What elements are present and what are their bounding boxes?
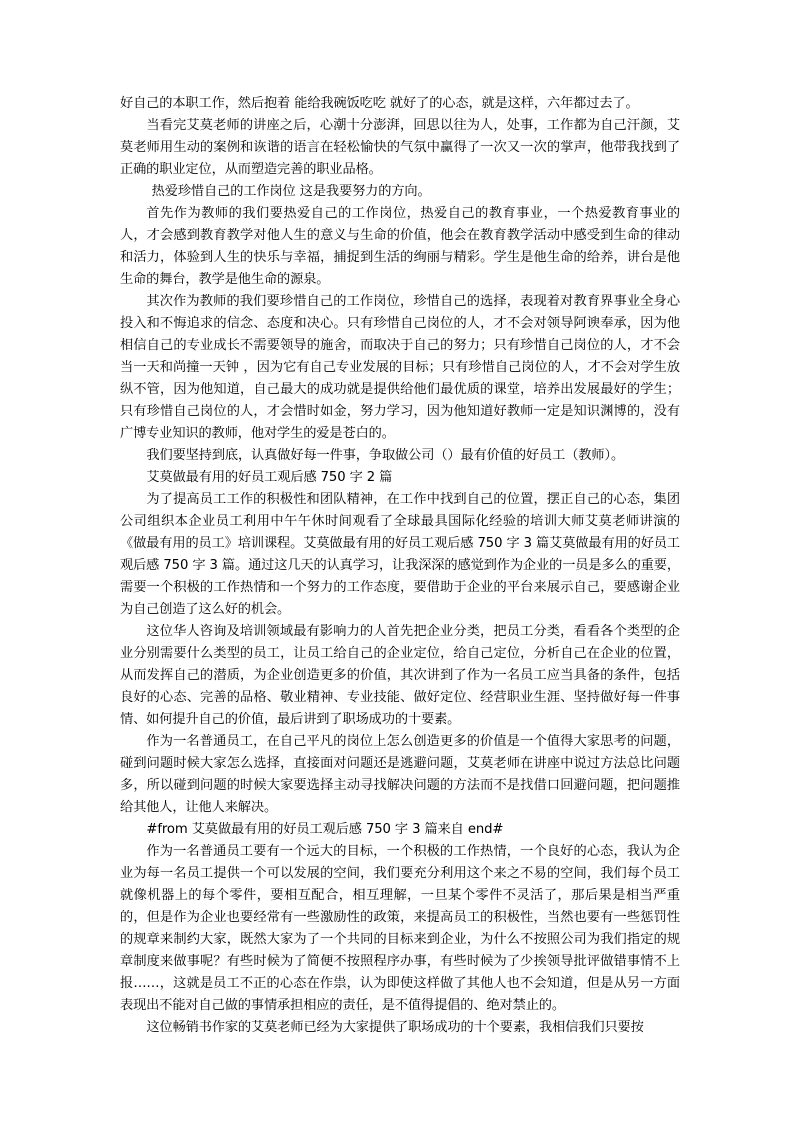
- paragraph-10: 作为一名普通员工，在自己平凡的岗位上怎么创造更多的价值是一个值得大家思考的问题，碰到问题时候大家怎么选择，直接面对问题还是逃避问题，艾莫老师在讲座中说过方法总比问题多，所以碰到问题的时候大家要选择主动寻找解决问题的方法而不是找借口回避问题，把问题推给其他人，让他人来解决。: [120, 734, 680, 815]
- article-title: 艾莫做最有用的好员工观后感 750 字 2 篇: [146, 470, 393, 485]
- paragraph-13: 这位畅销书作家的艾莫老师已经为大家提供了职场成功的十个要素，我相信我们只要按: [146, 1020, 644, 1035]
- document-page: [120, 93, 680, 1039]
- paragraph-4: 首先作为教师的我们要热爱自己的工作岗位，热爱自己的教育事业，一个热爱教育事业的人，才会感到教育教学对他人生的意义与生命的价值，他会在教育教学活动中感受到生命的律动和活力，体验到人生的快乐与幸福，捕捉到生活的绚丽与精彩。学生是他生命的给养，讲台是他生命的舞台，教学是他生命的源泉。: [120, 206, 680, 287]
- paragraph-8: 为了提高员工工作的积极性和团队精神，在工作中找到自己的位置，摆正自己的心态，集团公司组织本企业员工利用中午午休时间观看了全球最具国际化经验的培训大师艾莫老师讲演的《做最有用的员工》培训课程。艾莫做最有用的好员工观后感 750 字 3 篇艾莫做最有用的好员工观后感 750 字 3 篇。通过这几天的认真学习，让我深深的感觉到作为企业的一员是多么的重要，需要一个积极的工作热情和一个努力的工作态度，要借助于企业的平台来展示自己，要感谢企业为自己创造了这么好的机会。: [120, 492, 680, 617]
- paragraph-9: 这位华人咨询及培训领域最有影响力的人首先把企业分类，把员工分类，看看各个类型的企业分别需要什么类型的员工，让员工给自己的企业定位，给自己定位，分析自己在企业的位置，从而发挥自己的潜质，为企业创造更多的价值，其次讲到了作为一名员工应当具备的条件，包括良好的心态、完善的品格、敬业精神、专业技能、做好定位、经营职业生涯、坚持做好每一件事情、如何提升自己的价值，最后讲到了职场成功的十要素。: [120, 624, 680, 727]
- paragraph-2: 当看完艾莫老师的讲座之后，心潮十分澎湃，回思以往为人，处事，工作都为自己汗颜，艾莫老师用生动的案例和诙谐的语言在轻松愉快的气氛中赢得了一次又一次的掌声，他带我找到了正确的职业定位，从而塑造完善的职业品格。: [120, 118, 680, 177]
- source-marker: #from 艾莫做最有用的好员工观后感 750 字 3 篇来自 end#: [146, 822, 504, 837]
- paragraph-5: 其次作为教师的我们要珍惜自己的工作岗位，珍惜自己的选择，表现着对教育界事业全身心投入和不悔追求的信念、态度和决心。只有珍惜自己岗位的人，才不会对领导阿谀奉承，因为他相信自己的专业成长不需要领导的施舍，而取决于自己的努力；只有珍惜自己岗位的人，才不会 当一天和尚撞一天钟 ，因为它有自己专业发展的目标；只有珍惜自己岗位的人，才不会对学生放纵不管，因为他知道，自己最大的成功就是提供给他们最优质的课堂，培养出发展最好的学生；只有珍惜自己岗位的人，才会惜时如金，努力学习，因为他知道好教师一定是知识渊博的，没有广博专业知识的教师，他对学生的爱是苍白的。: [120, 294, 680, 441]
- section-heading: 热爱珍惜自己的工作岗位 这是我要努力的方向。: [151, 184, 431, 199]
- paragraph-12: 作为一名普通员工要有一个远大的目标，一个积极的工作热情，一个良好的心态，我认为企业为每一名员工提供一个可以发展的空间，我们要充分利用这个来之不易的空间，我们每个员工就像机器上的每个零件，要相互配合，相互理解，一旦某个零件不灵活了，那后果是相当严重的，但是作为企业也要经常有一些激励性的政策，来提高员工的积极性，当然也要有一些惩罚性的规章来制约大家，既然大家为了一个共同的目标来到企业，为什么不按照公司为我们指定的规章制度来做事呢？有些时候为了简便不按照程序办事，有些时候为了少挨领导批评做错事情不上报……，这就是员工不正的心态在作祟，认为即使这样做了其他人也不会知道，但是从另一方面表现出不能对自己做的事情承担相应的责任，是不值得提倡的、绝对禁止的。: [120, 844, 680, 1013]
- paragraph-6: 我们要坚持到底，认真做好每一件事，争取做公司（）最有价值的好员工（教师）。: [146, 448, 625, 463]
- paragraph-1: 好自己的本职工作，然后抱着 能给我碗饭吃吃 就好了的心态，就是这样，六年都过去了。: [120, 96, 639, 111]
